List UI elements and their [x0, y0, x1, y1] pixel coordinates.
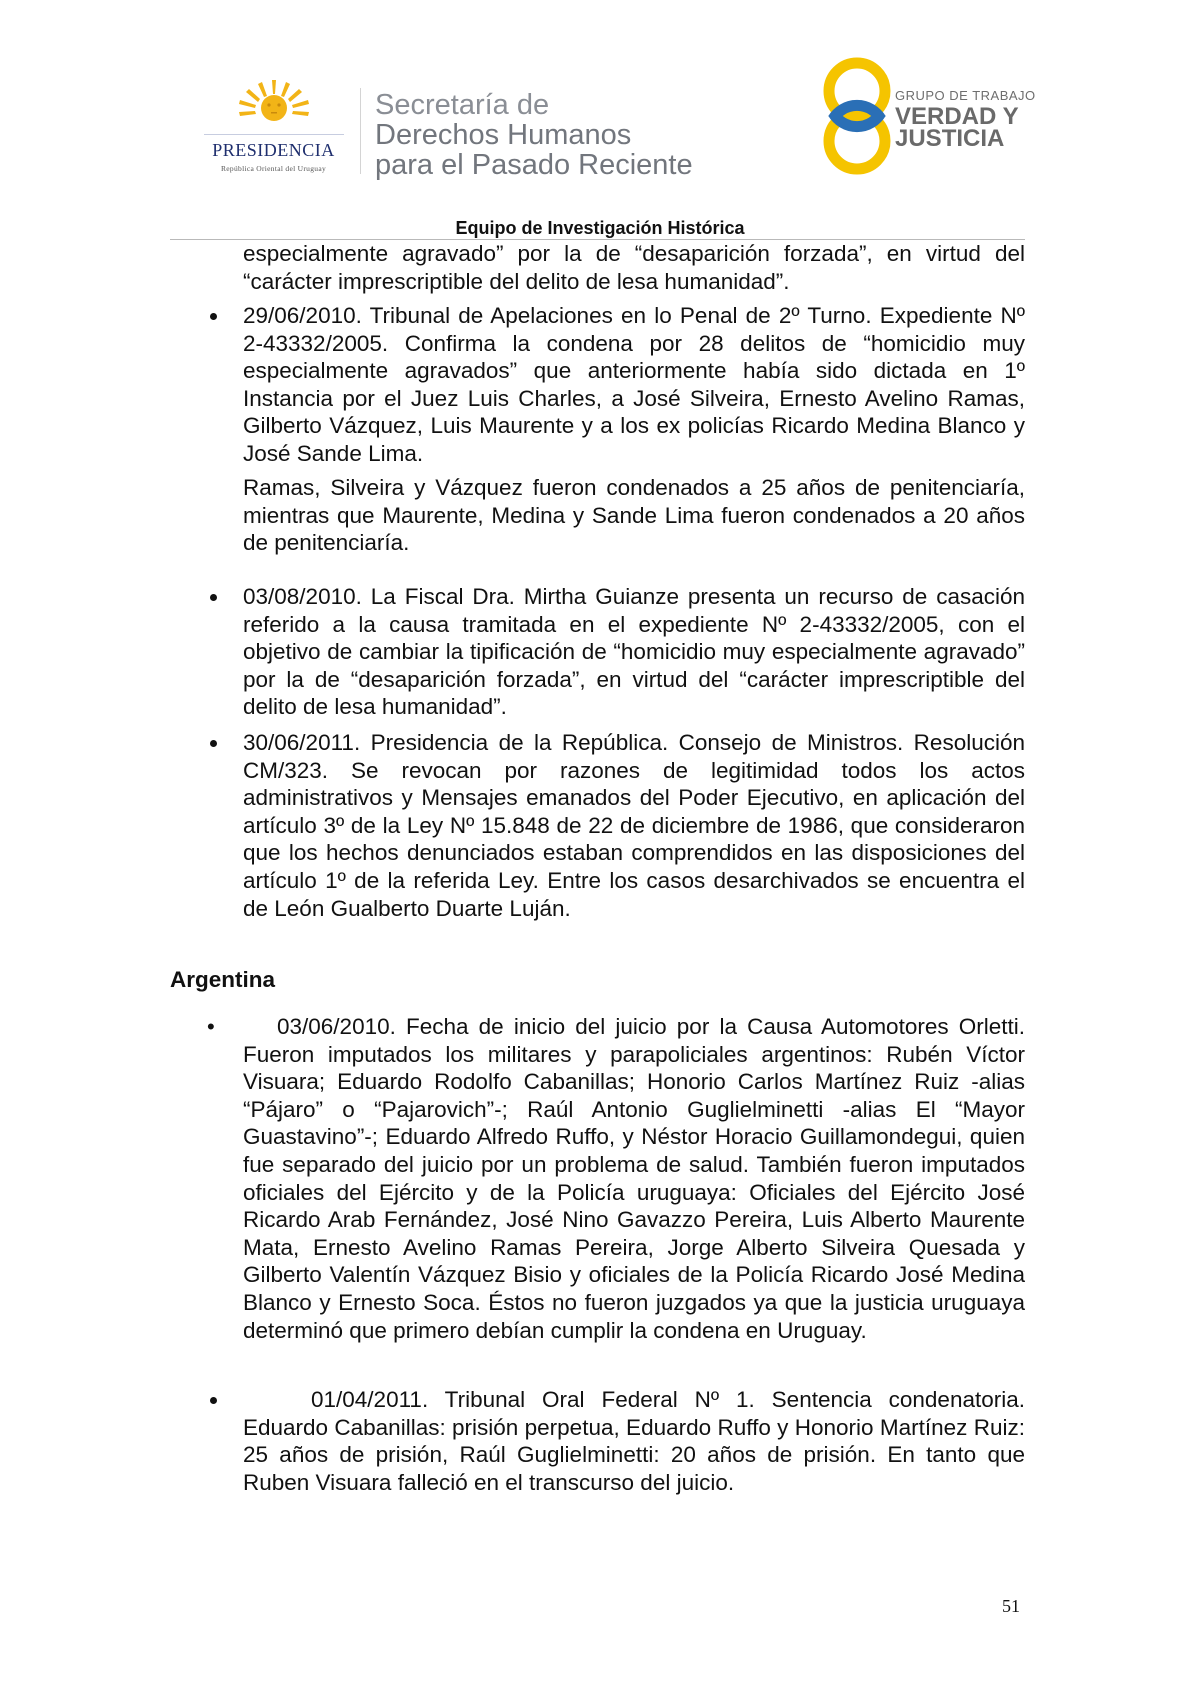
sun-emblem-icon	[238, 78, 310, 132]
section-heading-argentina: Argentina	[170, 967, 276, 992]
presidencia-name: PRESIDENCIA	[212, 140, 335, 160]
logo-divider	[360, 88, 361, 174]
grupo-title-line-1: VERDAD Y	[895, 103, 1019, 130]
grupo-title-line-2: JUSTICIA	[895, 125, 1005, 152]
team-title: Equipo de Investigación Histórica	[455, 218, 745, 238]
argentina-item-1	[243, 1013, 1025, 1344]
uruguay-item-2: 03/08/2010. La Fiscal Dra. Mirtha Guianze presenta un recurso de casación referido a la causa tramitada en el expediente Nº 2-43332/2005, con el objetivo de cambiar la tipificación de “homicidio muy especialmente agravado” por la de “desaparición forzada”, en virtud del “carácter imprescriptible del delito de lesa humanidad”.	[243, 584, 1025, 720]
uruguay-item-1-extra: Ramas, Silveira y Vázquez fueron condenados a 25 años de penitenciaría, mientras que Maurente, Medina y Sande Lima fueron condenados a 20 años de penitenciaría.	[243, 475, 1025, 556]
argentina-item-2-text: 01/04/2011. Tribunal Oral Federal Nº 1. Sentencia condenatoria. Eduardo Cabanillas: prisión perpetua, Eduardo Ruffo y Honorio Martínez Ruiz: 25 años de prisión, Raúl Guglielminetti: 20 años de prisión. En tanto que Ruben Visuara falleció en el transcurso del juicio.	[243, 1387, 1025, 1495]
presidencia-subtitle: República Oriental del Uruguay	[220, 164, 326, 173]
bullet-dot	[210, 313, 217, 320]
grupo-label: GRUPO DE TRABAJO	[895, 88, 1036, 103]
bullet-glyph: •	[207, 1014, 215, 1039]
bullet-dot	[210, 740, 217, 747]
argentina-item-1-text: 03/06/2010. Fecha de inicio del juicio por la Causa Automotores Orletti. Fueron imputados los militares y parapoliciales argentinos: Rubén Víctor Visuara; Eduardo Rodolfo Cabanillas; Honorio Carlos Martínez Ruiz -alias “Pájaro” o “Pajarovich”-; Raúl Antonio Guglielminetti -alias El “Mayor Guastavino”-; Eduardo Alfredo Ruffo, y Néstor Horacio Guillamondegui, quien fue separado del juicio por un problema de salud. También fueron imputados oficiales del Ejército y de la Policía uruguaya: Oficiales del Ejército José Ricardo Arab Fernández, José Nino Gavazzo Pereira, Luis Alberto Maurente Mata, Ernesto Avelino Ramas Pereira, Jorge Alberto Silveira Quesada y Gilberto Valentín Vázquez Bisio y oficiales de la Policía Ricardo José Medina Blanco y Ernesto Soca. Éstos no fueron juzgados ya que la justicia uruguaya determinó que primero debían cumplir la condena en Uruguay.	[243, 1014, 1025, 1343]
argentina-item-2	[243, 1386, 1025, 1496]
secretaria-title	[375, 90, 693, 180]
bullet-dot	[210, 1397, 217, 1404]
page-number: 51	[1002, 1596, 1020, 1616]
intro-paragraph: especialmente agravado” por la de “desaparición forzada”, en virtud del “carácter imprescriptible del delito de lesa humanidad”.	[243, 241, 1025, 294]
uruguay-item-3: 30/06/2011. Presidencia de la República. Consejo de Ministros. Resolución CM/323. Se revocan por razones de legitimidad todos los actos administrativos y Mensajes emanados del Poder Ejecutivo, en aplicación del artículo 3º de la Ley Nº 15.848 de 22 de diciembre de 1986, que consideraron que los hechos denunciados estaban comprendidos en las disposiciones del artículo 1º de la referida Ley. Entre los casos desarchivados se encuentra el de León Gualberto Duarte Luján.	[243, 730, 1025, 921]
secretaria-line-1: Secretaría de	[375, 89, 550, 121]
page-header	[0, 0, 1190, 245]
secretaria-line-3: para el Pasado Reciente	[375, 149, 693, 181]
secretaria-line-2: Derechos Humanos	[375, 119, 632, 151]
presidencia-logo	[196, 78, 351, 178]
presidencia-rule	[204, 134, 344, 135]
uruguay-item-1: 29/06/2010. Tribunal de Apelaciones en lo Penal de 2º Turno. Expediente Nº 2-43332/2005. Confirma la condena por 28 delitos de “homicidio muy especialmente agravados” que anteriormente había sido dictada en 1º Instancia por el Juez Luis Charles, a José Silveira, Ernesto Avelino Ramas, Gilberto Vázquez, Luis Maurente y a los ex policías Ricardo Medina Blanco y José Sande Lima.	[243, 303, 1025, 466]
bullet-dot	[210, 594, 217, 601]
